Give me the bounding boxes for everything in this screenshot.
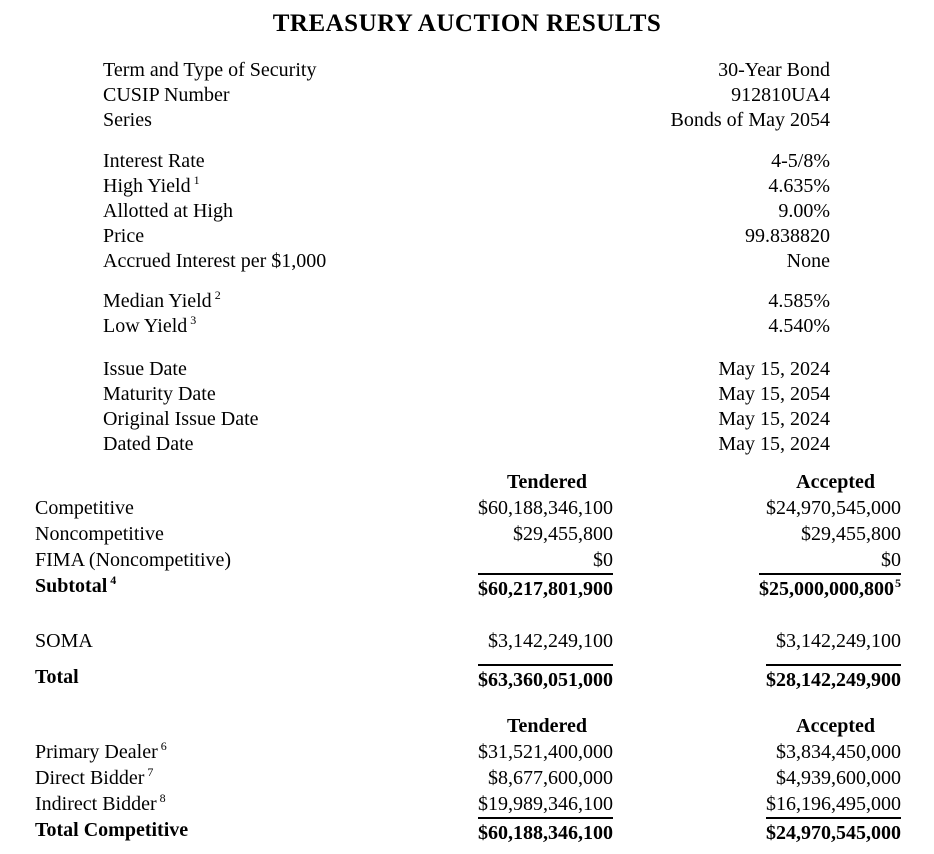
spacer xyxy=(35,469,368,495)
price-value: 99.838820 xyxy=(745,225,830,247)
tender-table-header xyxy=(0,469,934,495)
accepted-column-header: Accepted xyxy=(796,471,875,493)
accrued-interest-value: None xyxy=(786,250,830,272)
row-median-yield xyxy=(0,289,934,314)
security-identity-section xyxy=(0,58,934,133)
high-yield-label: High Yield $^1$ xyxy=(103,173,200,197)
row-dated-date xyxy=(0,432,934,457)
original-issue-date-label: Original Issue Date xyxy=(103,408,259,430)
row-noncompetitive xyxy=(0,521,934,547)
direct-bidder-accepted-value: $4,939,600,000 xyxy=(776,767,901,789)
yield-range-section xyxy=(0,289,934,339)
footnote-ref-6: 6 xyxy=(160,739,167,754)
row-allotted-at-high xyxy=(0,199,934,224)
interest-rate-value: 4-5/8% xyxy=(771,150,830,172)
cusip-label: CUSIP Number xyxy=(103,84,230,106)
maturity-date-value: May 15, 2054 xyxy=(718,383,830,405)
competitive-tendered-value: $60,188,346,100 xyxy=(478,497,613,519)
noncompetitive-accepted-value: $29,455,800 xyxy=(801,523,901,545)
subtotal-accepted-value: $25,000,000,800$^5$ xyxy=(613,573,901,602)
cusip-value: 912810UA4 xyxy=(731,84,830,106)
series-value: Bonds of May 2054 xyxy=(670,109,830,131)
original-issue-date-value: May 15, 2024 xyxy=(718,408,830,430)
indirect-bidder-tendered-value: $19,989,346,100 xyxy=(478,793,613,815)
low-yield-value: 4.540% xyxy=(768,315,830,337)
total-competitive-label: Total Competitive xyxy=(35,819,189,841)
series-label: Series xyxy=(103,109,152,131)
row-interest-rate xyxy=(0,149,934,174)
fima-accepted-value: $0 xyxy=(881,549,901,571)
primary-dealer-tendered-value: $31,521,400,000 xyxy=(478,741,613,763)
noncompetitive-tendered-value: $29,455,800 xyxy=(513,523,613,545)
subtotal-tendered-value: $60,217,801,900 xyxy=(368,573,613,602)
indirect-bidder-accepted-value: $16,196,495,000 xyxy=(766,793,901,815)
soma-accepted-value: $3,142,249,100 xyxy=(776,630,901,652)
indirect-bidder-label: Indirect Bidder $^8$ xyxy=(35,791,166,815)
row-direct-bidder xyxy=(0,765,934,791)
footnote-ref-5: 5 xyxy=(895,576,901,591)
fima-tendered-value: $0 xyxy=(593,549,613,571)
footnote-ref-1: 1 xyxy=(193,173,200,188)
dates-section xyxy=(0,357,934,457)
row-total xyxy=(0,664,934,693)
median-yield-value: 4.585% xyxy=(768,290,830,312)
total-competitive-accepted-value: $24,970,545,000 xyxy=(613,817,901,846)
allotted-at-high-value: 9.00% xyxy=(778,200,830,222)
accepted-column-header: Accepted xyxy=(796,715,875,737)
row-subtotal xyxy=(0,573,934,602)
footnote-ref-3: 3 xyxy=(190,313,197,328)
rates-section xyxy=(0,149,934,274)
total-label: Total xyxy=(35,666,79,688)
row-competitive xyxy=(0,495,934,521)
total-accepted-value: $28,142,249,900 xyxy=(613,664,901,693)
row-indirect-bidder xyxy=(0,791,934,817)
competitive-label: Competitive xyxy=(35,497,134,519)
row-issue-date xyxy=(0,357,934,382)
price-label: Price xyxy=(103,225,145,247)
median-yield-label: Median Yield $^2$ xyxy=(103,288,221,312)
footnote-ref-7: 7 xyxy=(147,765,154,780)
bidder-table-header xyxy=(0,713,934,739)
soma-label: SOMA xyxy=(35,630,93,652)
high-yield-value: 4.635% xyxy=(768,175,830,197)
row-term-type xyxy=(0,58,934,83)
interest-rate-label: Interest Rate xyxy=(103,150,205,172)
row-high-yield xyxy=(0,174,934,199)
row-accrued-interest xyxy=(0,249,934,274)
term-type-label: Term and Type of Security xyxy=(103,59,317,81)
row-fima xyxy=(0,547,934,573)
subtotal-label: Subtotal $^4$ xyxy=(35,573,117,597)
soma-tendered-value: $3,142,249,100 xyxy=(488,630,613,652)
row-low-yield xyxy=(0,314,934,339)
fima-label: FIMA (Noncompetitive) xyxy=(35,549,232,571)
row-cusip xyxy=(0,83,934,108)
row-original-issue-date xyxy=(0,407,934,432)
tendered-column-header: Tendered xyxy=(506,715,587,737)
dated-date-label: Dated Date xyxy=(103,433,194,455)
total-tendered-value: $63,360,051,000 xyxy=(368,664,613,693)
tendered-column-header: Tendered xyxy=(506,471,587,493)
footnote-ref-2: 2 xyxy=(214,288,221,303)
accrued-interest-label: Accrued Interest per $1,000 xyxy=(103,250,327,272)
bidder-breakdown-table xyxy=(0,713,934,846)
row-total-competitive xyxy=(0,817,934,846)
issue-date-value: May 15, 2024 xyxy=(718,358,830,380)
footnote-ref-8: 8 xyxy=(159,791,166,806)
term-type-value: 30-Year Bond xyxy=(718,59,830,81)
direct-bidder-label: Direct Bidder $^7$ xyxy=(35,765,154,789)
maturity-date-label: Maturity Date xyxy=(103,383,216,405)
row-primary-dealer xyxy=(0,739,934,765)
page-title: TREASURY AUCTION RESULTS xyxy=(272,10,662,37)
primary-dealer-accepted-value: $3,834,450,000 xyxy=(776,741,901,763)
footnote-ref-4: 4 xyxy=(110,573,117,588)
competitive-accepted-value: $24,970,545,000 xyxy=(766,497,901,519)
primary-dealer-label: Primary Dealer $^6$ xyxy=(35,739,167,763)
spacer xyxy=(35,713,368,739)
allotted-at-high-label: Allotted at High xyxy=(103,200,233,222)
dated-date-value: May 15, 2024 xyxy=(718,433,830,455)
direct-bidder-tendered-value: $8,677,600,000 xyxy=(488,767,613,789)
low-yield-label: Low Yield $^3$ xyxy=(103,313,197,337)
row-series xyxy=(0,108,934,133)
row-soma xyxy=(0,628,934,654)
tender-amounts-table xyxy=(0,469,934,693)
total-competitive-tendered-value: $60,188,346,100 xyxy=(368,817,613,846)
row-price xyxy=(0,224,934,249)
issue-date-label: Issue Date xyxy=(103,358,187,380)
row-maturity-date xyxy=(0,382,934,407)
noncompetitive-label: Noncompetitive xyxy=(35,523,164,545)
